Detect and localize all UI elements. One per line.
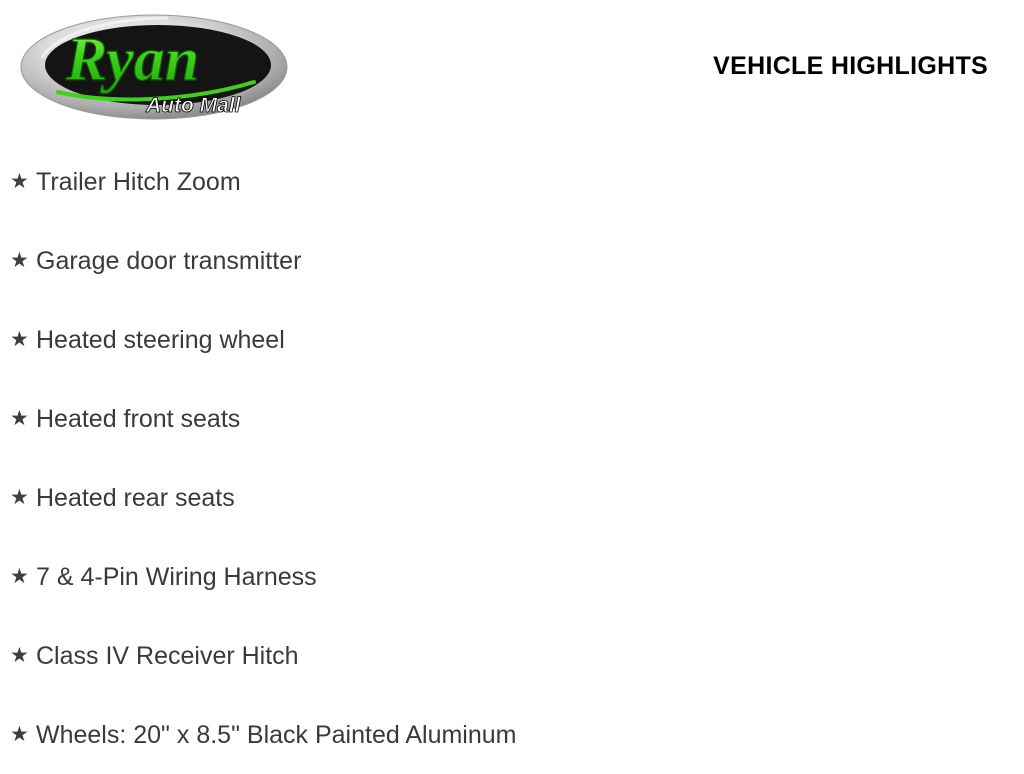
list-item [0, 458, 1024, 537]
star-icon: ★ [10, 644, 29, 667]
svg-text:Auto Mall: Auto Mall [146, 94, 241, 117]
star-icon: ★ [10, 723, 29, 746]
ryan-auto-mall-logo [18, 8, 290, 126]
list-item [0, 695, 1024, 774]
list-item-label: Heated rear seats [36, 483, 235, 512]
star-icon: ★ [10, 249, 29, 272]
list-item-label: Class IV Receiver Hitch [36, 641, 299, 670]
svg-text:Ryan: Ryan [66, 26, 200, 94]
list-item [0, 221, 1024, 300]
star-icon: ★ [10, 565, 29, 588]
list-item [0, 616, 1024, 695]
list-item-label: 7 & 4-Pin Wiring Harness [36, 562, 317, 591]
list-item [0, 300, 1024, 379]
list-item [0, 379, 1024, 458]
vehicle-highlights-list [0, 142, 1024, 774]
star-icon: ★ [10, 407, 29, 430]
star-icon: ★ [10, 328, 29, 351]
list-item [0, 537, 1024, 616]
list-item [0, 142, 1024, 221]
page-title: VEHICLE HIGHLIGHTS [713, 52, 988, 80]
list-item-label: Heated steering wheel [36, 325, 285, 354]
star-icon: ★ [10, 486, 29, 509]
list-item-label: Trailer Hitch Zoom [36, 167, 241, 196]
list-item-label: Heated front seats [36, 404, 241, 433]
list-item-label: Wheels: 20" x 8.5" Black Painted Aluminum [36, 720, 517, 749]
list-item-label: Garage door transmitter [36, 246, 302, 275]
star-icon: ★ [10, 170, 29, 193]
page-header [0, 0, 1024, 130]
